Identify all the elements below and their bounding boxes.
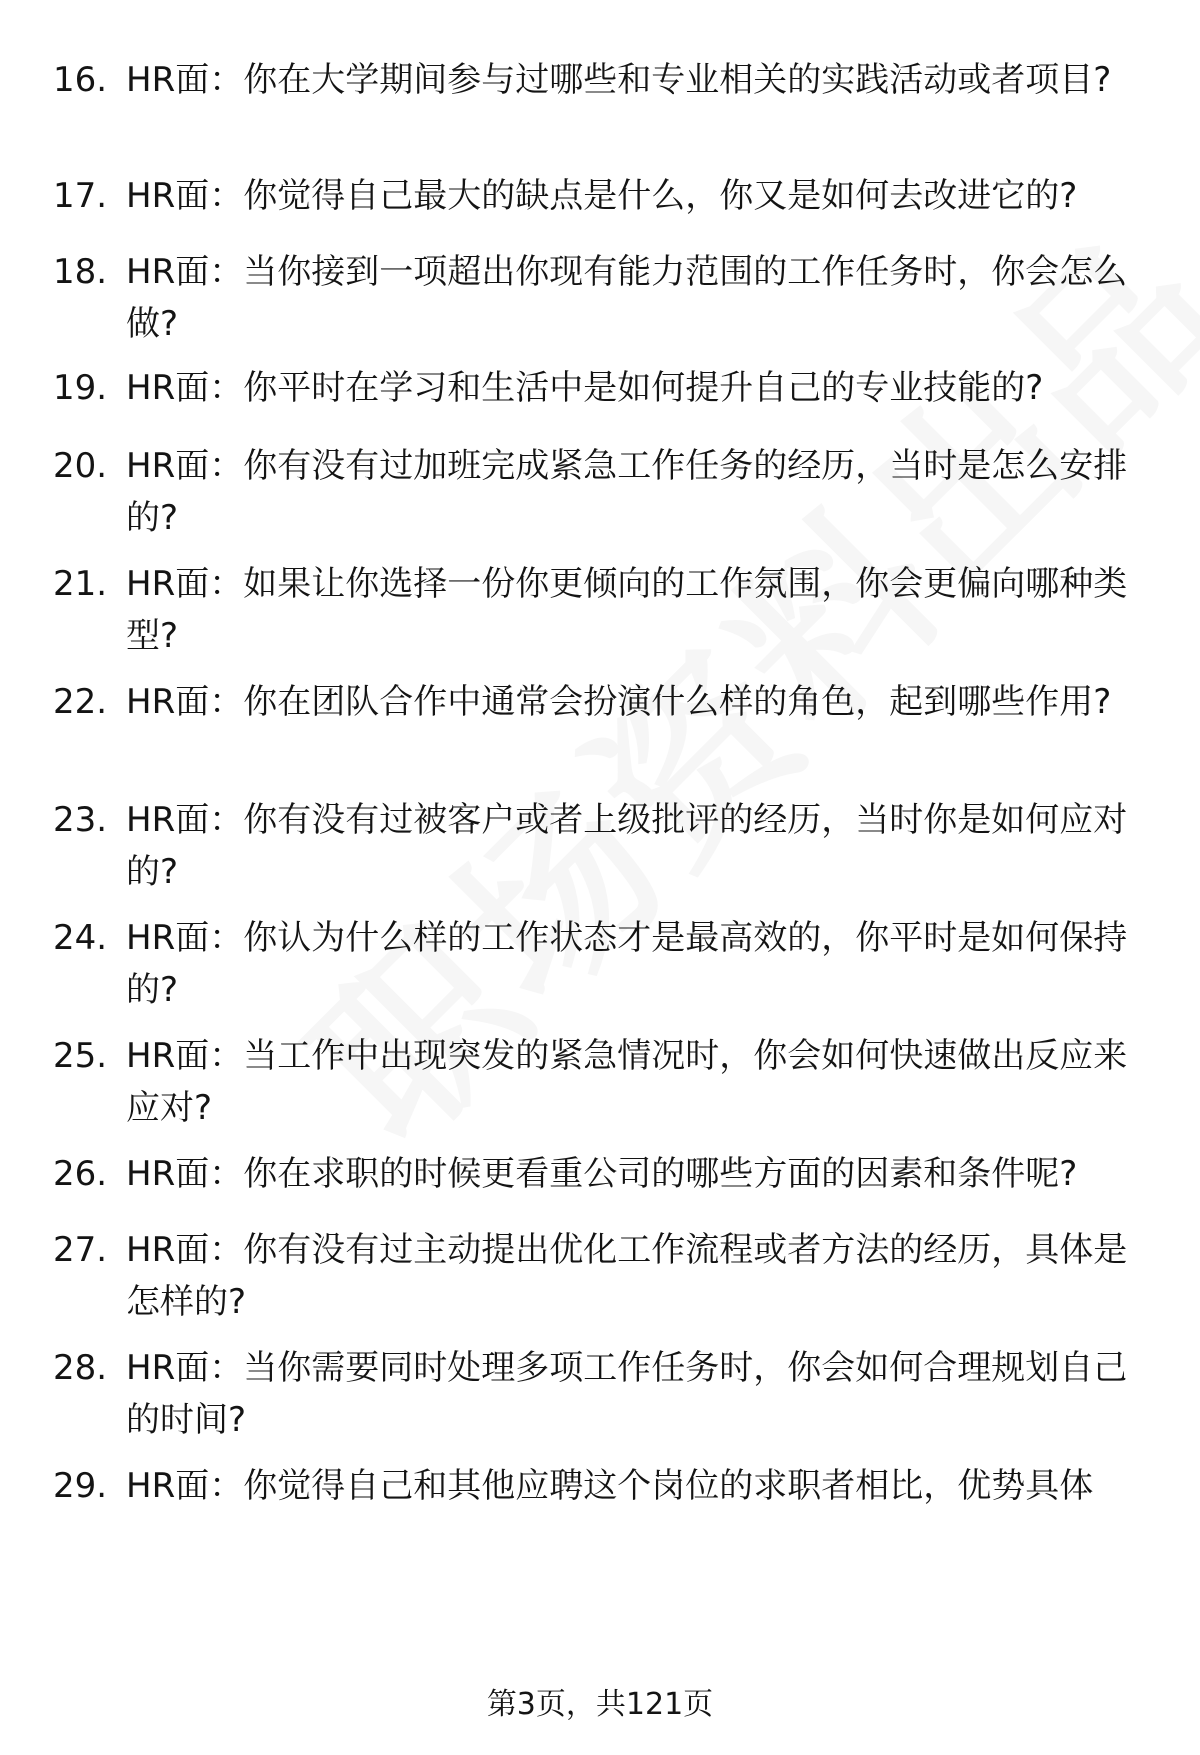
question-number: 23. <box>53 800 108 840</box>
question-text: HR面：你平时在学习和生活中是如何提升自己的专业技能的? <box>126 368 1044 408</box>
question-number: 19. <box>53 368 108 408</box>
question-number: 22. <box>53 682 108 722</box>
question-text: HR面：你在团队合作中通常会扮演什么样的角色，起到哪些作用? <box>126 682 1112 722</box>
question-text: HR面：你觉得自己和其他应聘这个岗位的求职者相比，优势具体 <box>126 1466 1094 1506</box>
question-number: 20. <box>53 446 108 486</box>
question-text: HR面：你有没有过加班完成紧急工作任务的经历，当时是怎么安排的? <box>126 446 1128 538</box>
question-text: HR面：当工作中出现突发的紧急情况时，你会如何快速做出反应来应对? <box>126 1036 1128 1128</box>
question-number: 29. <box>53 1466 108 1506</box>
question-text: HR面：你有没有过被客户或者上级批评的经历，当时你是如何应对的? <box>126 800 1128 892</box>
question-text: HR面：你在大学期间参与过哪些和专业相关的实践活动或者项目? <box>126 60 1112 100</box>
question-number: 27. <box>53 1230 108 1270</box>
question-text: HR面：你觉得自己最大的缺点是什么，你又是如何去改进它的? <box>126 176 1078 216</box>
question-number: 21. <box>53 564 108 604</box>
question-text: HR面：当你接到一项超出你现有能力范围的工作任务时，你会怎么做? <box>126 252 1128 344</box>
question-text: HR面：如果让你选择一份你更倾向的工作氛围，你会更偏向哪种类型? <box>126 564 1128 656</box>
question-number: 28. <box>53 1348 108 1388</box>
question-text: HR面：你认为什么样的工作状态才是最高效的，你平时是如何保持的? <box>126 918 1128 1010</box>
question-number: 17. <box>53 176 108 216</box>
question-number: 16. <box>53 60 108 100</box>
question-text: HR面：你在求职的时候更看重公司的哪些方面的因素和条件呢? <box>126 1154 1078 1194</box>
question-number: 18. <box>53 252 108 292</box>
question-number: 26. <box>53 1154 108 1194</box>
question-number: 24. <box>53 918 108 958</box>
question-text: HR面：当你需要同时处理多项工作任务时，你会如何合理规划自己的时间? <box>126 1348 1128 1440</box>
question-number: 25. <box>53 1036 108 1076</box>
question-text: HR面：你有没有过主动提出优化工作流程或者方法的经历，具体是怎样的? <box>126 1230 1128 1322</box>
page-footer: 第3页，共121页 <box>486 1687 714 1722</box>
